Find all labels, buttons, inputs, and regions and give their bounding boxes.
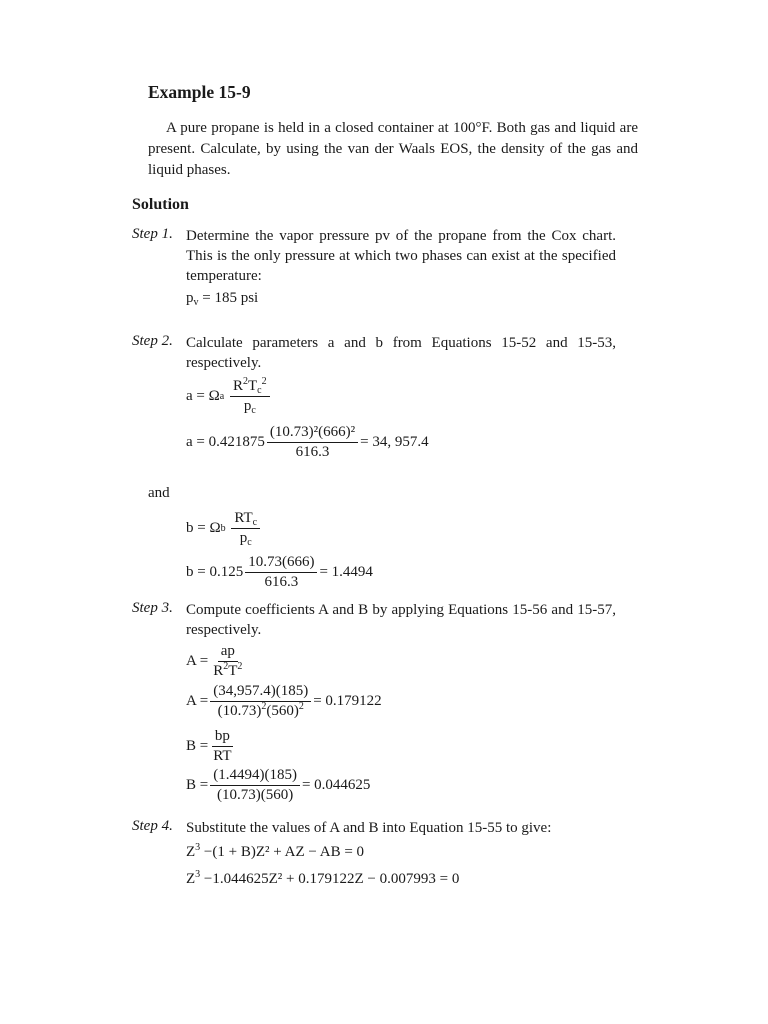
step-1-text: Determine the vapor pressure pv of the propane from the Cox chart. This is the only pressure at which two phases can exist at the specified temperature: <box>186 228 616 284</box>
b-calculation <box>186 554 373 591</box>
vapor-pressure-equation <box>186 290 258 307</box>
A-calculation <box>186 683 382 720</box>
and-connector: and <box>148 485 170 501</box>
A-formula-lhs: A = <box>186 653 209 669</box>
B-calculation <box>186 767 370 804</box>
step-3-text: Compute coefficients A and B by applying Equations 15-56 and 15-57, respectively. <box>186 602 616 638</box>
cubic-equation-general: $Z^3$ −(1 + B)Z² + AZ − AB = 0 <box>186 842 365 860</box>
step-4-text: Substitute the values of A and B into Equation 15-55 to give: <box>186 820 552 836</box>
b-formula: b = Ω b $\frac{RT_c}{p_c}$ <box>186 510 262 547</box>
step-1-label: Step 1. <box>132 226 173 242</box>
B-calc-lhs: B = <box>186 777 209 793</box>
B-formula <box>186 728 237 765</box>
b-formula-fraction: $\frac{RT_c}{p_c}$ <box>231 510 260 547</box>
B-formula-denominator: RT <box>213 748 232 764</box>
A-calc-lhs: A = <box>186 693 209 709</box>
B-calc-fraction <box>210 767 300 804</box>
example-title: Example 15-9 <box>148 82 251 102</box>
a-formula: a = Ω a $\frac{R^2T_c^2}{p_c}$ <box>186 378 272 415</box>
problem-text: A pure propane is held in a closed container at 100°F. Both gas and liquid are present. Calculate, by using the van der Waals EOS, the density of the gas and liquid phases. <box>148 120 638 178</box>
b-calc-fraction <box>245 554 317 591</box>
problem-statement <box>148 118 638 181</box>
b-calc-denominator: 616.3 <box>264 574 299 590</box>
solution-heading: Solution <box>132 196 189 213</box>
B-calc-result: = 0.044625 <box>301 777 371 793</box>
step-3-label: Step 3. <box>132 600 173 616</box>
B-formula-numerator: bp <box>212 728 233 747</box>
cubic-general-text: −(1 + B)Z² + AZ − AB = 0 <box>203 844 365 860</box>
a-calc-numerator: (10.73)²(666)² <box>267 424 358 443</box>
A-calc-fraction: $\frac{(34,957.4)(185)}{(10.73)^2(560)^2}$ <box>210 683 311 720</box>
B-calc-numerator: (1.4494)(185) <box>210 767 300 786</box>
b-formula-lhs: b = Ω <box>186 520 221 536</box>
B-calc-denominator: (10.73)(560) <box>216 787 294 803</box>
A-calc-numerator: (34,957.4)(185) <box>210 683 311 702</box>
step-2-text: Calculate parameters a and b from Equations 15-52 and 15-53, respectively. <box>186 335 616 371</box>
A-formula-numerator: ap <box>218 643 238 662</box>
b-calc-lhs: b = 0.125 <box>186 564 244 580</box>
pv-value: = 185 psi <box>202 290 259 306</box>
a-formula-fraction: $\frac{R^2T_c^2}{p_c}$ <box>230 378 270 415</box>
cubic-numeric-text: −1.044625Z² + 0.179122Z − 0.007993 = 0 <box>203 871 460 887</box>
a-calc-denominator: 616.3 <box>295 444 330 460</box>
cubic-equation-numeric: $Z^3$ −1.044625Z² + 0.179122Z − 0.007993 = 0 <box>186 869 460 887</box>
step-4-label: Step 4. <box>132 818 173 834</box>
step-2-label: Step 2. <box>132 333 173 349</box>
B-formula-lhs: B = <box>186 738 209 754</box>
a-calc-result: = 34, 957.4 <box>360 434 429 450</box>
A-calc-result: = 0.179122 <box>313 693 382 709</box>
b-calc-result: = 1.4494 <box>319 564 373 580</box>
pv-symbol: $p_v$ <box>186 290 199 308</box>
b-calc-numerator: 10.73(666) <box>245 554 317 573</box>
A-formula <box>186 643 247 680</box>
a-calculation <box>186 424 429 461</box>
a-formula-lhs: a = Ω <box>186 388 220 404</box>
A-formula-fraction: $\frac{ap}{R^2T^2}$ <box>213 643 243 679</box>
B-formula-fraction <box>210 728 234 765</box>
a-calc-fraction <box>267 424 358 461</box>
a-calc-lhs: a = 0.421875 <box>186 434 265 450</box>
